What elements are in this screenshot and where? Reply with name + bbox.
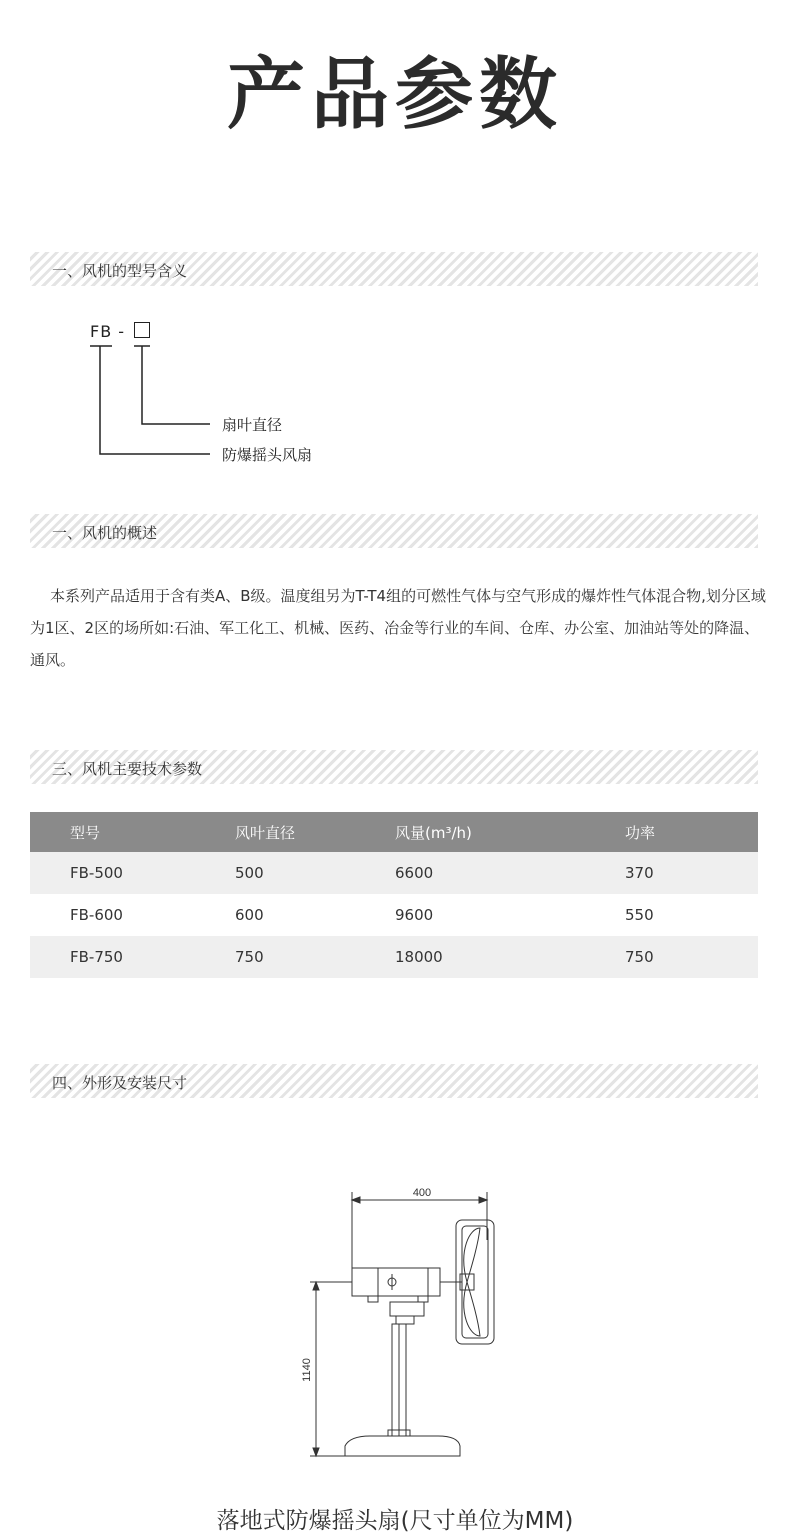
dim-arrow-right — [479, 1197, 487, 1203]
cell-model: FB-500 — [30, 852, 235, 894]
section-title: 四、外形及安装尺寸 — [52, 1074, 188, 1092]
header-model: 型号 — [30, 812, 235, 852]
header-airflow: 风量(m³/h) — [395, 812, 625, 852]
dim-arrow-left — [352, 1197, 360, 1203]
motor-foot-right — [418, 1296, 428, 1302]
section-title: 一、风机的型号含义 — [52, 262, 188, 280]
section-title: 一、风机的概述 — [52, 524, 158, 542]
cell-power: 370 — [625, 852, 758, 894]
dim-arrow-bottom — [313, 1448, 319, 1456]
cell-airflow: 9600 — [395, 894, 625, 936]
header-power: 功率 — [625, 812, 758, 852]
drawing-caption: 落地式防爆摇头扇(尺寸单位为MM) — [216, 1508, 574, 1534]
cell-power: 750 — [625, 936, 758, 978]
oscillation-head — [390, 1302, 424, 1316]
cell-diameter: 500 — [235, 852, 395, 894]
dim-width-label: 400 — [412, 1187, 432, 1199]
motor-flange — [428, 1268, 440, 1296]
stand-base — [345, 1436, 460, 1456]
overview-paragraph: 本系列产品适用于含有类A、B级。温度组另为T-T4组的可燃性气体与空气形成的爆炸性气体混合物,划分区域为1区、2区的场所如:石油、军工化工、机械、医药、冶金等行业的车间、仓库、办公室、加油站等处的降温、通风。 — [30, 587, 766, 669]
section-title: 三、风机主要技术参数 — [52, 760, 203, 778]
header-blade-diameter: 风叶直径 — [235, 812, 395, 852]
motor-body — [352, 1268, 428, 1296]
page-title: 产品参数 — [226, 50, 563, 140]
model-code: FB - — [90, 322, 126, 341]
dim-arrow-top — [313, 1282, 319, 1290]
cell-airflow: 6600 — [395, 852, 625, 894]
cell-airflow: 18000 — [395, 936, 625, 978]
label-fan-type: 防爆摇头风扇 — [222, 446, 313, 464]
cell-diameter: 600 — [235, 894, 395, 936]
dim-height-label: 1140 — [301, 1358, 313, 1382]
cell-model: FB-600 — [30, 894, 235, 936]
cell-model: FB-750 — [30, 936, 235, 978]
motor-foot-left — [368, 1296, 378, 1302]
cell-diameter: 750 — [235, 936, 395, 978]
cell-power: 550 — [625, 894, 758, 936]
label-blade-diameter: 扇叶直径 — [222, 416, 283, 434]
